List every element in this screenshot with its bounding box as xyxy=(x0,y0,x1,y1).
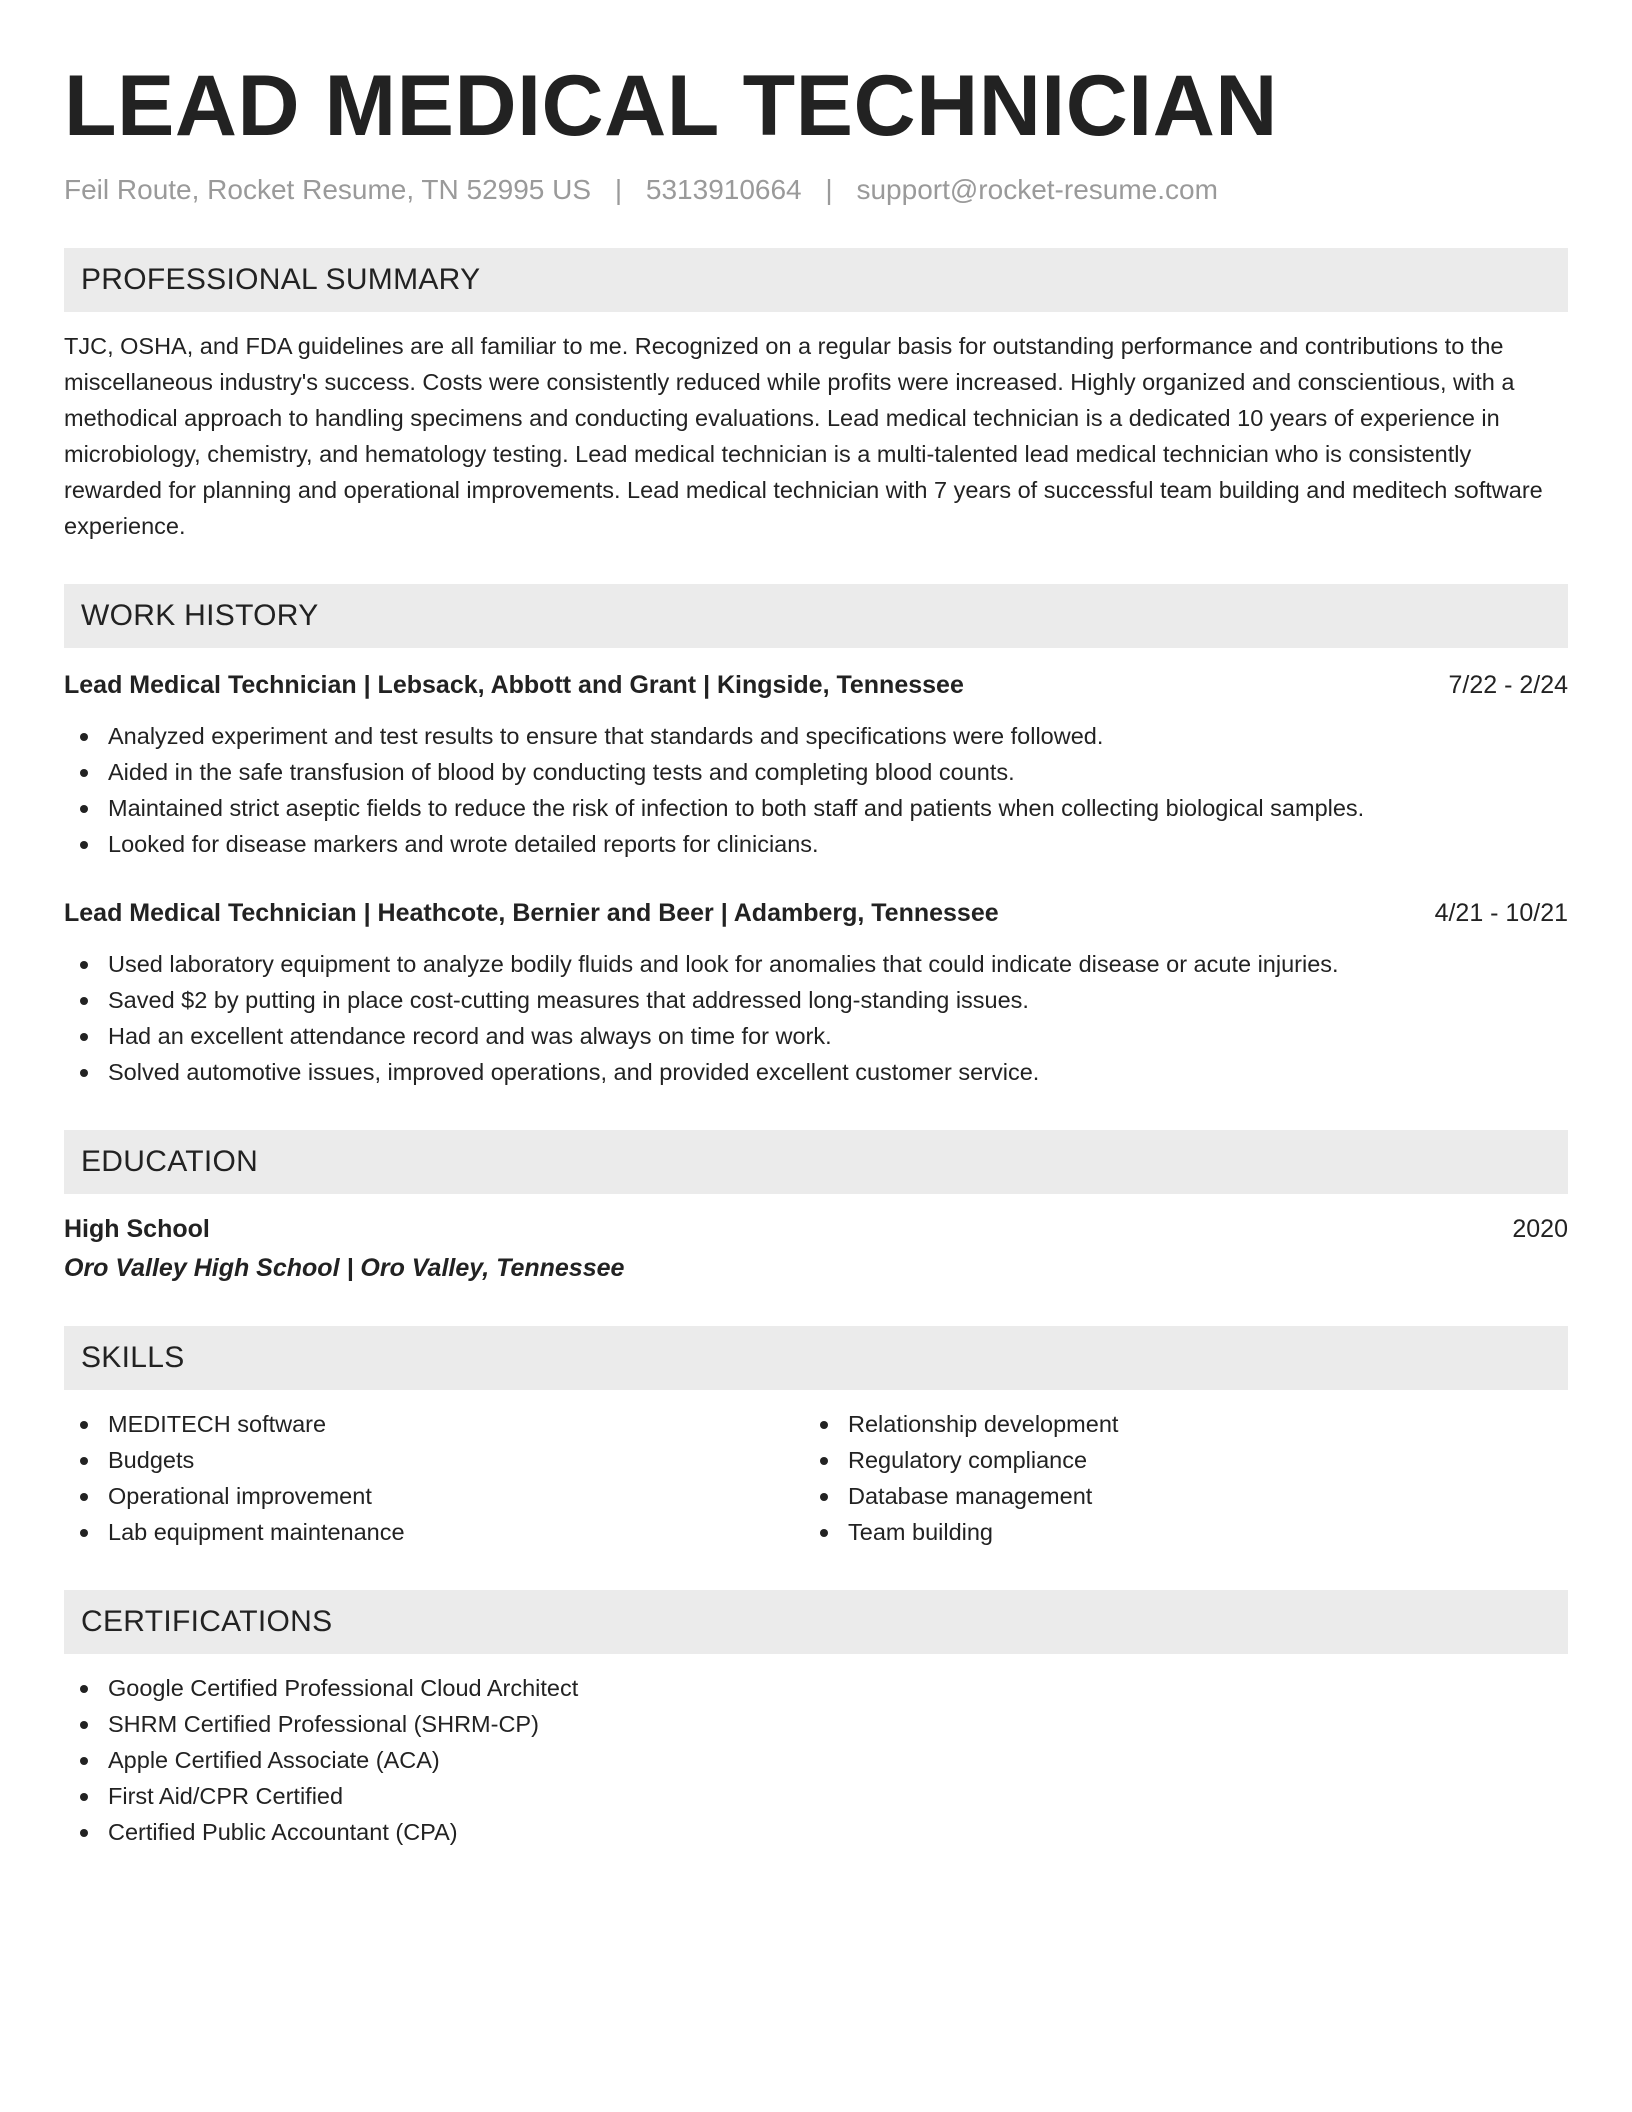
job-bullet: Used laboratory equipment to analyze bodily fluids and look for anomalies that could indicate disease or acute injuries. xyxy=(64,946,1568,982)
skill-item: Operational improvement xyxy=(64,1478,804,1514)
contact-line xyxy=(64,172,1568,208)
skill-item: Database management xyxy=(804,1478,1544,1514)
certifications-list xyxy=(64,1670,1568,1850)
skills-section-header xyxy=(64,1326,1568,1390)
work-section-header xyxy=(64,584,1568,648)
skills-heading: SKILLS xyxy=(81,1341,185,1374)
skill-item: Lab equipment maintenance xyxy=(64,1514,804,1550)
contact-address: Feil Route, Rocket Resume, TN 52995 US xyxy=(64,174,592,205)
education-year: 2020 xyxy=(1512,1215,1568,1243)
job-bullet-list xyxy=(64,718,1568,862)
job-bullet: Had an excellent attendance record and was always on time for work. xyxy=(64,1018,1568,1054)
work-heading: WORK HISTORY xyxy=(81,599,319,632)
education-header xyxy=(64,1212,1568,1246)
job-title: Lead Medical Technician | Heathcote, Bernier and Beer | Adamberg, Tennessee xyxy=(64,899,999,927)
contact-separator: | xyxy=(825,174,833,205)
summary-heading: PROFESSIONAL SUMMARY xyxy=(81,263,481,296)
certification-item: Apple Certified Associate (ACA) xyxy=(64,1742,1568,1778)
contact-separator: | xyxy=(614,174,623,205)
candidate-name: LEAD MEDICAL TECHNICIAN xyxy=(64,58,1278,154)
job-entry xyxy=(64,896,1568,1090)
job-dates: 7/22 - 2/24 xyxy=(1448,671,1568,699)
summary-text: TJC, OSHA, and FDA guidelines are all familiar to me. Recognized on a regular basis for outstanding performance and contributions to the miscellaneous industry's success. Costs were consistently reduced while profits were increased. Highly organized and conscientious, with a methodical approach to handling specimens and conducting evaluations. Lead medical technician is a dedicated 10 years of experience in microbiology, chemistry, and hematology testing. Lead medical technician is a multi-talented lead medical technician who is consistently rewarded for planning and operational improvements. Lead medical technician with 7 years of successful team building and meditech software experience. xyxy=(64,333,1543,539)
job-bullet-list xyxy=(64,946,1568,1090)
skill-item: Team building xyxy=(804,1514,1544,1550)
job-bullet: Analyzed experiment and test results to ensure that standards and specifications were followed. xyxy=(64,718,1568,754)
skills-list-left xyxy=(64,1406,804,1550)
skill-item: Relationship development xyxy=(804,1406,1544,1442)
certification-item: First Aid/CPR Certified xyxy=(64,1778,1568,1814)
certifications-section-header xyxy=(64,1590,1568,1654)
skills-list-right xyxy=(804,1406,1544,1550)
job-bullet: Solved automotive issues, improved operations, and provided excellent customer service. xyxy=(64,1054,1568,1090)
certification-item: SHRM Certified Professional (SHRM-CP) xyxy=(64,1706,1568,1742)
skill-item: Regulatory compliance xyxy=(804,1442,1544,1478)
summary-section-header xyxy=(64,248,1568,312)
education-heading: EDUCATION xyxy=(81,1145,259,1178)
job-entry xyxy=(64,668,1568,862)
job-header xyxy=(64,896,1568,930)
skills-grid xyxy=(64,1406,1568,1550)
job-bullet: Maintained strict aseptic fields to reduce the risk of infection to both staff and patients when collecting biological samples. xyxy=(64,790,1568,826)
contact-phone: 5313910664 xyxy=(645,174,802,205)
education-entry xyxy=(64,1212,1568,1286)
contact-email: support@rocket-resume.com xyxy=(856,174,1218,205)
skill-item: MEDITECH software xyxy=(64,1406,804,1442)
education-section-header xyxy=(64,1130,1568,1194)
skill-item: Budgets xyxy=(64,1442,804,1478)
job-header xyxy=(64,668,1568,702)
job-bullet: Looked for disease markers and wrote detailed reports for clinicians. xyxy=(64,826,1568,862)
education-degree: High School xyxy=(64,1215,210,1243)
certification-item: Google Certified Professional Cloud Architect xyxy=(64,1670,1568,1706)
education-school: Oro Valley High School | Oro Valley, Tennessee xyxy=(64,1254,625,1282)
job-dates: 4/21 - 10/21 xyxy=(1434,899,1568,927)
certifications-heading: CERTIFICATIONS xyxy=(81,1605,333,1638)
job-bullet: Aided in the safe transfusion of blood by conducting tests and completing blood counts. xyxy=(64,754,1568,790)
job-bullet: Saved $2 by putting in place cost-cutting measures that addressed long-standing issues. xyxy=(64,982,1568,1018)
job-title: Lead Medical Technician | Lebsack, Abbott and Grant | Kingside, Tennessee xyxy=(64,671,964,699)
certification-item: Certified Public Accountant (CPA) xyxy=(64,1814,1568,1850)
